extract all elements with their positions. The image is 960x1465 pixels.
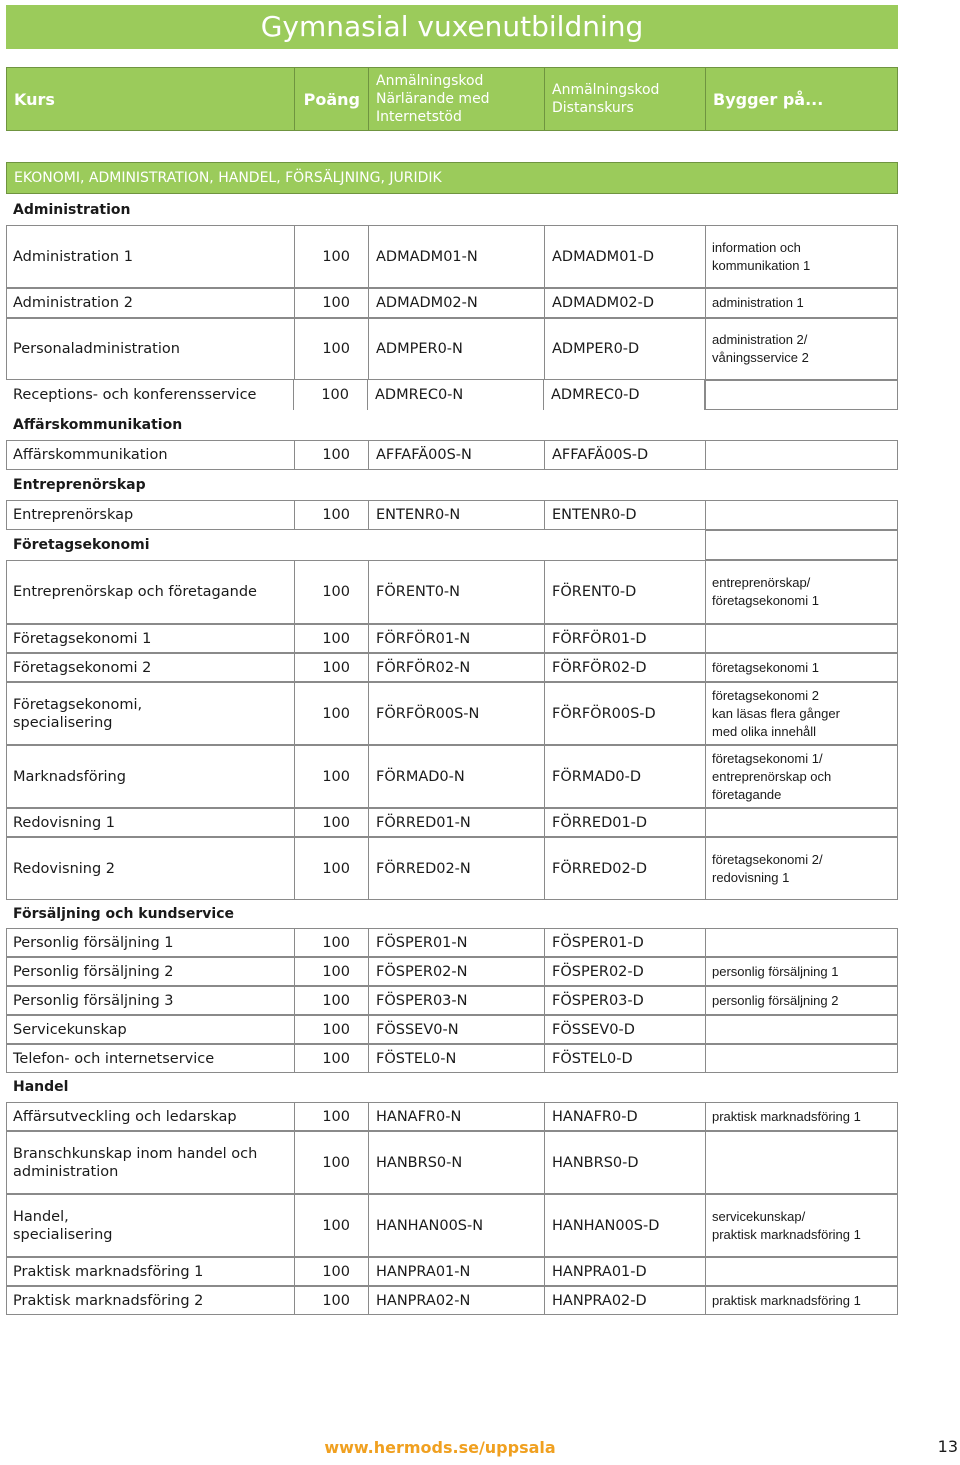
code-narlarande: ADMREC0-N: [368, 380, 544, 410]
code-distans: FÖRENT0-D: [545, 561, 706, 623]
table-row: [6, 1257, 898, 1286]
footer-link[interactable]: www.hermods.se/uppsala: [324, 1438, 556, 1457]
course-name: Affärskommunikation: [7, 441, 295, 469]
table-row: [6, 745, 898, 808]
course-name: Entreprenörskap och företagande: [7, 561, 295, 623]
table-header: [6, 67, 898, 131]
course-points: 100: [295, 654, 369, 681]
prerequisite: servicekunskap/ praktisk marknadsföring 1: [712, 1208, 861, 1242]
header-bygger: Bygger på...: [713, 89, 824, 109]
header-poang: Poäng: [295, 68, 369, 130]
course-name: Administration 2: [7, 289, 295, 317]
code-narlarande: AFFAFÄ00S-N: [369, 441, 545, 469]
empty-cell: [705, 530, 898, 560]
table-row: [6, 560, 898, 624]
course-name: Handel, specialisering: [7, 1195, 295, 1256]
code-narlarande: HANBRS0-N: [369, 1132, 545, 1193]
course-points: 100: [295, 1132, 369, 1193]
course-points: 100: [295, 1016, 369, 1043]
code-distans: FÖSPER01-D: [545, 929, 706, 956]
course-points: 100: [295, 929, 369, 956]
code-distans: ENTENR0-D: [545, 501, 706, 529]
page-number: 13: [937, 1437, 958, 1456]
course-name: Administration 1: [7, 226, 295, 287]
table-row: [6, 928, 898, 957]
prerequisite: [705, 380, 896, 410]
course-name: Praktisk marknadsföring 2: [7, 1287, 295, 1314]
prerequisite: personlig försäljning 1: [712, 963, 839, 979]
code-narlarande: HANAFR0-N: [369, 1103, 545, 1130]
code-distans: HANBRS0-D: [545, 1132, 706, 1193]
prerequisite: personlig försäljning 2: [712, 992, 839, 1008]
prerequisite: administration 1: [712, 295, 804, 310]
code-distans: FÖRRED02-D: [545, 838, 706, 899]
table-row: [6, 624, 898, 653]
course-name: Marknadsföring: [7, 746, 295, 807]
table-row: [6, 986, 898, 1015]
header-kurs: Kurs: [7, 68, 295, 130]
course-points: 100: [295, 683, 369, 744]
code-narlarande: FÖSPER03-N: [369, 987, 545, 1014]
prerequisite: [706, 929, 897, 956]
table-row: [6, 653, 898, 682]
course-points: 100: [295, 226, 369, 287]
code-distans: HANPRA02-D: [545, 1287, 706, 1314]
course-name: Företagsekonomi, specialisering: [7, 683, 295, 744]
table-row: [6, 808, 898, 837]
prerequisite: [706, 501, 897, 529]
course-points: 100: [295, 561, 369, 623]
code-narlarande: HANPRA01-N: [369, 1258, 545, 1285]
header-narlarande: Anmälningskod Närlärande med Internetstöd: [369, 68, 545, 130]
course-name: Personlig försäljning 2: [7, 958, 295, 985]
course-points: 100: [295, 1045, 369, 1072]
section-heading: EKONOMI, ADMINISTRATION, HANDEL, FÖRSÄLJNING, JURIDIK: [6, 162, 898, 194]
course-points: 100: [295, 1103, 369, 1130]
prerequisite: entreprenörskap/ företagsekonomi 1: [712, 575, 819, 608]
course-points: 100: [295, 625, 369, 652]
code-distans: ADMPER0-D: [545, 319, 706, 379]
code-distans: FÖSSEV0-D: [545, 1016, 706, 1043]
course-points: 100: [295, 809, 369, 836]
course-points: 100: [295, 501, 369, 529]
course-name: Branschkunskap inom handel och administration: [7, 1132, 295, 1193]
prerequisite: [706, 1045, 897, 1072]
prerequisite: [706, 809, 897, 836]
prerequisite: [706, 1132, 897, 1193]
code-distans: FÖSTEL0-D: [545, 1045, 706, 1072]
code-narlarande: FÖRFÖR00S-N: [369, 683, 545, 744]
code-narlarande: FÖRFÖR01-N: [369, 625, 545, 652]
code-distans: AFFAFÄ00S-D: [545, 441, 706, 469]
code-narlarande: FÖRFÖR02-N: [369, 654, 545, 681]
course-points: 100: [295, 958, 369, 985]
table-row: [6, 440, 898, 470]
code-narlarande: FÖSSEV0-N: [369, 1016, 545, 1043]
category-heading: Företagsekonomi: [13, 537, 150, 553]
prerequisite: administration 2/ våningsservice 2: [712, 332, 809, 365]
code-narlarande: FÖRRED01-N: [369, 809, 545, 836]
category-heading: Försäljning och kundservice: [13, 906, 234, 922]
course-points: 100: [295, 289, 369, 317]
category-heading: Handel: [13, 1079, 69, 1095]
course-name: Redovisning 2: [7, 838, 295, 899]
prerequisite: [706, 625, 897, 652]
table-row: [6, 1286, 898, 1315]
prerequisite: företagsekonomi 1/ entreprenörskap och företagande: [712, 750, 832, 802]
course-name: Redovisning 1: [7, 809, 295, 836]
table-row: [6, 957, 898, 986]
page-title: Gymnasial vuxenutbildning: [6, 5, 898, 49]
code-narlarande: FÖSPER02-N: [369, 958, 545, 985]
course-points: 100: [295, 746, 369, 807]
table-row: [6, 1044, 898, 1073]
code-distans: ADMREC0-D: [544, 380, 705, 410]
course-points: 100: [295, 1287, 369, 1314]
code-distans: FÖSPER03-D: [545, 987, 706, 1014]
code-narlarande: ENTENR0-N: [369, 501, 545, 529]
prerequisite: [706, 441, 897, 469]
table-row: [6, 380, 898, 410]
course-name: Servicekunskap: [7, 1016, 295, 1043]
course-name: Personlig försäljning 1: [7, 929, 295, 956]
course-name: Telefon- och internetservice: [7, 1045, 295, 1072]
table-row: [6, 288, 898, 318]
course-name: Företagsekonomi 1: [7, 625, 295, 652]
course-points: 100: [295, 1258, 369, 1285]
course-points: 100: [295, 319, 369, 379]
code-narlarande: FÖRRED02-N: [369, 838, 545, 899]
course-name: Affärsutveckling och ledarskap: [7, 1103, 295, 1130]
code-distans: FÖRMAD0-D: [545, 746, 706, 807]
code-distans: ADMADM01-D: [545, 226, 706, 287]
course-points: 100: [295, 1195, 369, 1256]
table-row: [6, 682, 898, 745]
table-row: [6, 1194, 898, 1257]
category-heading: Entreprenörskap: [13, 477, 146, 493]
course-name: Personaladministration: [7, 319, 295, 379]
course-name: Företagsekonomi 2: [7, 654, 295, 681]
prerequisite: praktisk marknadsföring 1: [712, 1292, 861, 1308]
code-distans: FÖRFÖR01-D: [545, 625, 706, 652]
course-name: Entreprenörskap: [7, 501, 295, 529]
code-distans: HANAFR0-D: [545, 1103, 706, 1130]
code-narlarande: ADMADM01-N: [369, 226, 545, 287]
code-distans: FÖRFÖR02-D: [545, 654, 706, 681]
table-row: [6, 1102, 898, 1131]
course-points: 100: [295, 838, 369, 899]
course-name: Receptions- och konferensservice: [6, 380, 294, 410]
table-row: [6, 1015, 898, 1044]
code-distans: ADMADM02-D: [545, 289, 706, 317]
code-narlarande: ADMPER0-N: [369, 319, 545, 379]
code-narlarande: FÖSPER01-N: [369, 929, 545, 956]
prerequisite: [706, 1258, 897, 1285]
code-narlarande: FÖRENT0-N: [369, 561, 545, 623]
course-points: 100: [294, 380, 368, 410]
table-row: [6, 837, 898, 900]
code-narlarande: HANPRA02-N: [369, 1287, 545, 1314]
code-narlarande: ADMADM02-N: [369, 289, 545, 317]
prerequisite: företagsekonomi 1: [712, 659, 819, 675]
prerequisite: information och kommunikation 1: [712, 239, 811, 273]
header-distans: Anmälningskod Distanskurs: [545, 68, 706, 130]
category-heading: Affärskommunikation: [13, 417, 183, 433]
code-distans: FÖSPER02-D: [545, 958, 706, 985]
code-distans: HANPRA01-D: [545, 1258, 706, 1285]
table-row: [6, 318, 898, 380]
course-name: Personlig försäljning 3: [7, 987, 295, 1014]
table-row: [6, 500, 898, 530]
prerequisite: företagsekonomi 2/ redovisning 1: [712, 851, 823, 885]
code-narlarande: FÖRMAD0-N: [369, 746, 545, 807]
prerequisite: företagsekonomi 2 kan läsas flera gånger med olika innehåll: [712, 687, 840, 739]
category-heading: Administration: [13, 202, 131, 218]
code-distans: FÖRFÖR00S-D: [545, 683, 706, 744]
prerequisite: praktisk marknadsföring 1: [712, 1108, 861, 1124]
course-points: 100: [295, 987, 369, 1014]
code-distans: FÖRRED01-D: [545, 809, 706, 836]
code-narlarande: FÖSTEL0-N: [369, 1045, 545, 1072]
table-row: [6, 225, 898, 288]
course-points: 100: [295, 441, 369, 469]
code-narlarande: HANHAN00S-N: [369, 1195, 545, 1256]
table-row: [6, 1131, 898, 1194]
code-distans: HANHAN00S-D: [545, 1195, 706, 1256]
course-name: Praktisk marknadsföring 1: [7, 1258, 295, 1285]
prerequisite: [706, 1016, 897, 1043]
